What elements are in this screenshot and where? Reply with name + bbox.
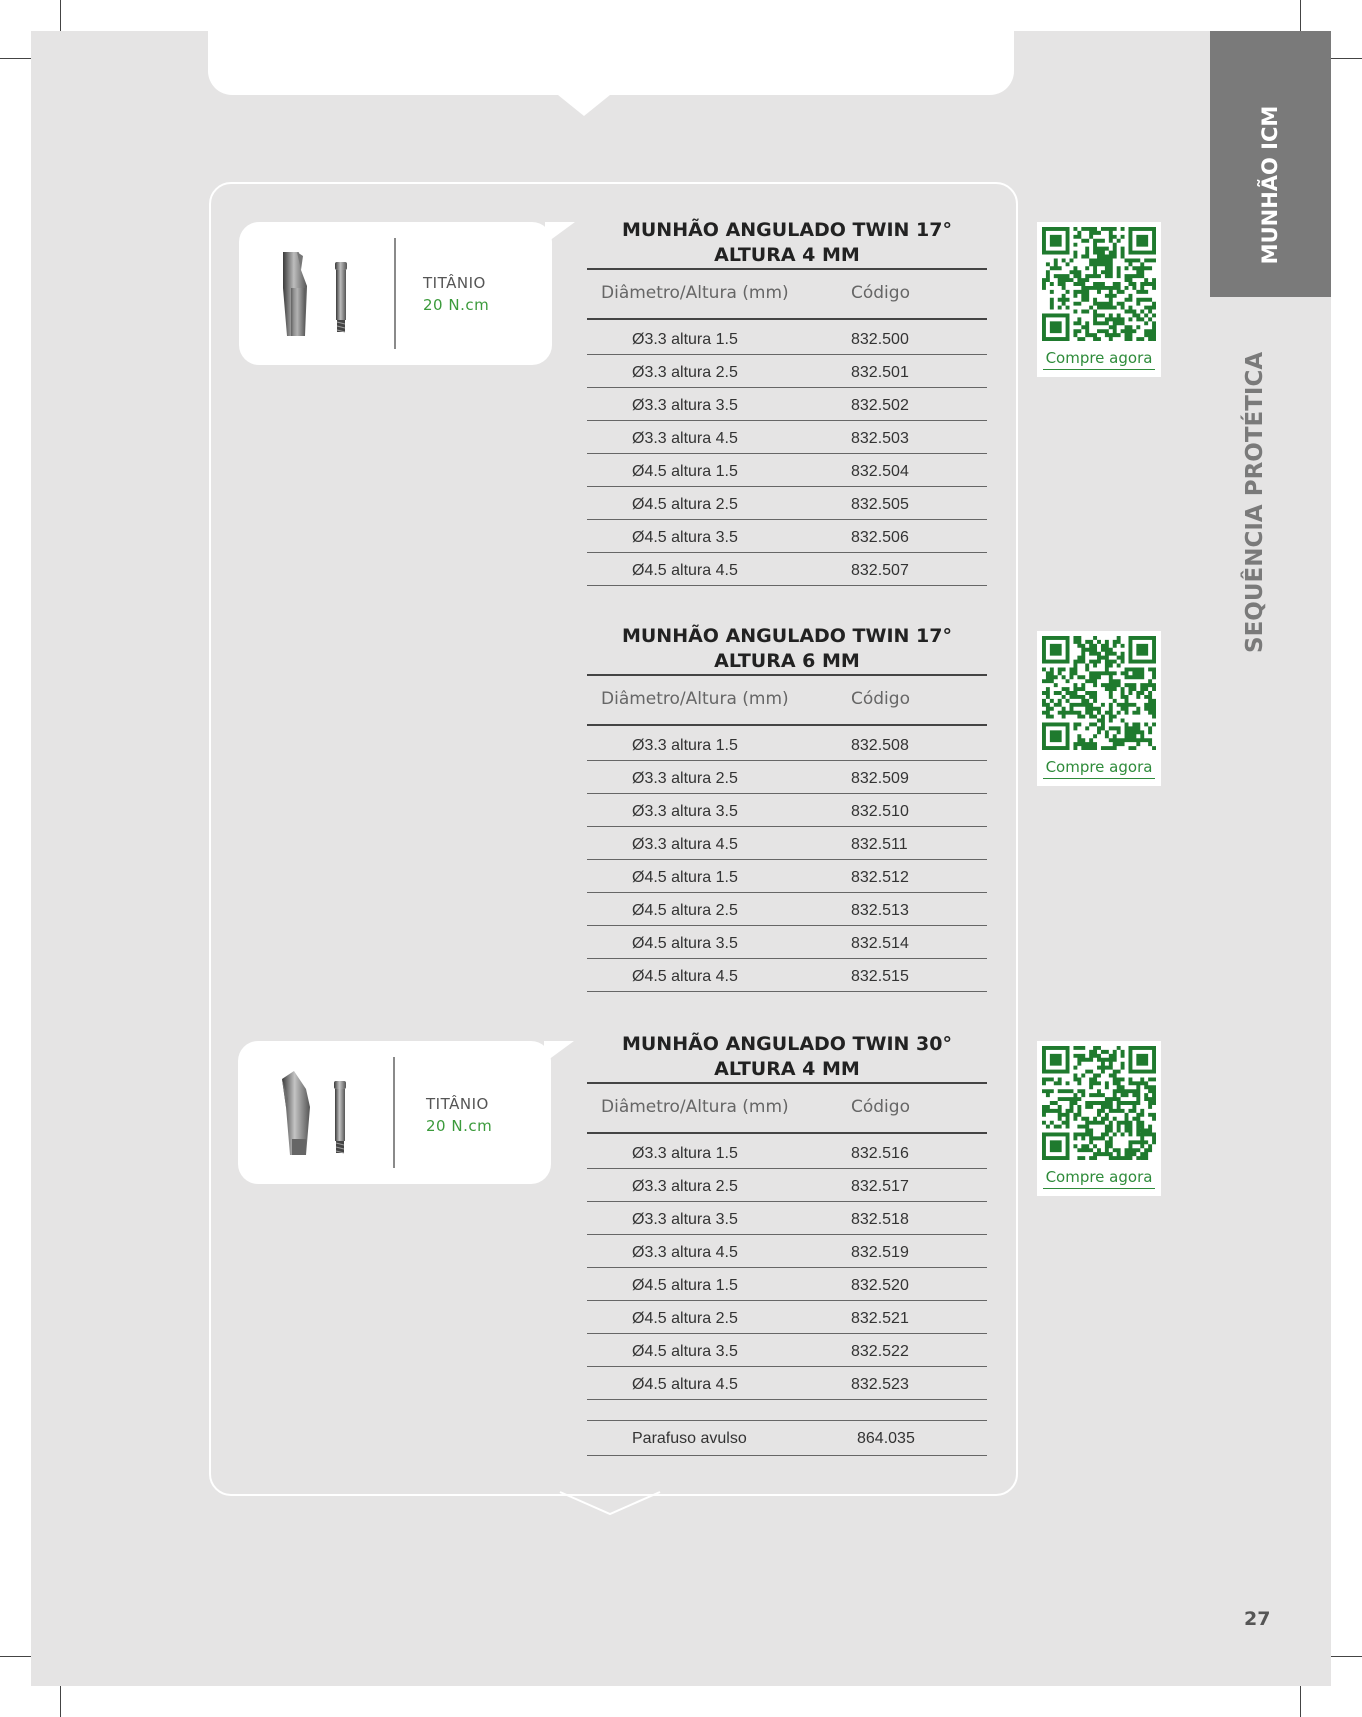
table-row: Ø4.5 altura 1.5 832.512: [587, 860, 987, 893]
table-row: Ø3.3 altura 4.5 832.511: [587, 827, 987, 860]
table-row: Ø4.5 altura 4.5 832.523: [587, 1367, 987, 1400]
table-row: Ø4.5 altura 2.5 832.521: [587, 1301, 987, 1334]
chapter-tab-label: MUNHÃO ICM: [1258, 105, 1282, 265]
table-row: Ø3.3 altura 2.5 832.517: [587, 1169, 987, 1202]
table-row: Ø4.5 altura 2.5 832.505: [587, 487, 987, 520]
table-header: [587, 268, 987, 320]
table-row: Ø4.5 altura 4.5 832.507: [587, 553, 987, 586]
table-header: [587, 674, 987, 726]
table-row: Ø4.5 altura 3.5 832.514: [587, 926, 987, 959]
top-card: [208, 31, 1014, 95]
qr-code-block-3[interactable]: [1037, 1041, 1161, 1196]
table-row: Ø3.3 altura 2.5 832.509: [587, 761, 987, 794]
table-row: Ø3.3 altura 4.5 832.503: [587, 421, 987, 454]
table-row: Ø3.3 altura 3.5 832.518: [587, 1202, 987, 1235]
table-row: Ø4.5 altura 4.5 832.515: [587, 959, 987, 992]
col-header-size: Diâmetro/Altura (mm): [601, 283, 789, 303]
qr-code-icon[interactable]: [1042, 1046, 1156, 1160]
buy-now-link[interactable]: Compre agora: [1043, 758, 1155, 779]
material-name: TITÂNIO: [426, 1095, 489, 1113]
section-side-label: SEQUÊNCIA PROTÉTICA: [1242, 351, 1268, 653]
material-1: [423, 272, 489, 316]
abutment-17-icon: [277, 248, 357, 340]
extra-code: 864.035: [857, 1430, 915, 1447]
table-row: Ø4.5 altura 1.5 832.520: [587, 1268, 987, 1301]
abutment-30-icon: [280, 1069, 360, 1161]
table-row: Ø3.3 altura 3.5 832.502: [587, 388, 987, 421]
table-row: Ø4.5 altura 1.5 832.504: [587, 454, 987, 487]
bubble-tail-2: [544, 1041, 574, 1063]
qr-code-block-2[interactable]: [1037, 631, 1161, 786]
extra-label: Parafuso avulso: [632, 1430, 747, 1447]
table-row: Ø3.3 altura 2.5 832.501: [587, 355, 987, 388]
table-row: Ø3.3 altura 1.5 832.516: [587, 1136, 987, 1169]
product-table-3: [587, 1032, 987, 1400]
product-table-1: [587, 218, 987, 586]
material-name: TITÂNIO: [423, 274, 486, 292]
buy-now-link[interactable]: Compre agora: [1043, 349, 1155, 370]
table-row: Ø4.5 altura 2.5 832.513: [587, 893, 987, 926]
material-2: [426, 1093, 492, 1137]
torque-value: 20 N.cm: [426, 1117, 493, 1135]
section-title: MUNHÃO ANGULADO TWIN 30° ALTURA 4 MM: [621, 1033, 953, 1080]
col-header-code: Código: [851, 689, 910, 709]
col-header-size: Diâmetro/Altura (mm): [601, 689, 789, 709]
table-row: Ø3.3 altura 4.5 832.519: [587, 1235, 987, 1268]
torque-value: 20 N.cm: [423, 296, 490, 314]
qr-code-icon[interactable]: [1042, 636, 1156, 750]
qr-code-block-1[interactable]: [1037, 222, 1161, 377]
col-header-size: Diâmetro/Altura (mm): [601, 1097, 789, 1117]
bubble-tail-1: [545, 222, 575, 244]
table-header: [587, 1082, 987, 1134]
section-title: MUNHÃO ANGULADO TWIN 17° ALTURA 4 MM: [621, 219, 953, 266]
table-row: Ø4.5 altura 3.5 832.506: [587, 520, 987, 553]
section-title: MUNHÃO ANGULADO TWIN 17° ALTURA 6 MM: [621, 625, 953, 672]
qr-code-icon[interactable]: [1042, 227, 1156, 341]
col-header-code: Código: [851, 1097, 910, 1117]
extra-item-row: [587, 1420, 987, 1456]
product-table-2: [587, 624, 987, 992]
table-row: Ø3.3 altura 1.5 832.500: [587, 322, 987, 355]
table-row: Ø4.5 altura 3.5 832.522: [587, 1334, 987, 1367]
col-header-code: Código: [851, 283, 910, 303]
table-row: Ø3.3 altura 3.5 832.510: [587, 794, 987, 827]
buy-now-link[interactable]: Compre agora: [1043, 1168, 1155, 1189]
product-card-1: [239, 222, 552, 365]
page-number: 27: [1244, 1608, 1271, 1630]
table-row: Ø3.3 altura 1.5 832.508: [587, 728, 987, 761]
product-card-2: [238, 1041, 551, 1184]
